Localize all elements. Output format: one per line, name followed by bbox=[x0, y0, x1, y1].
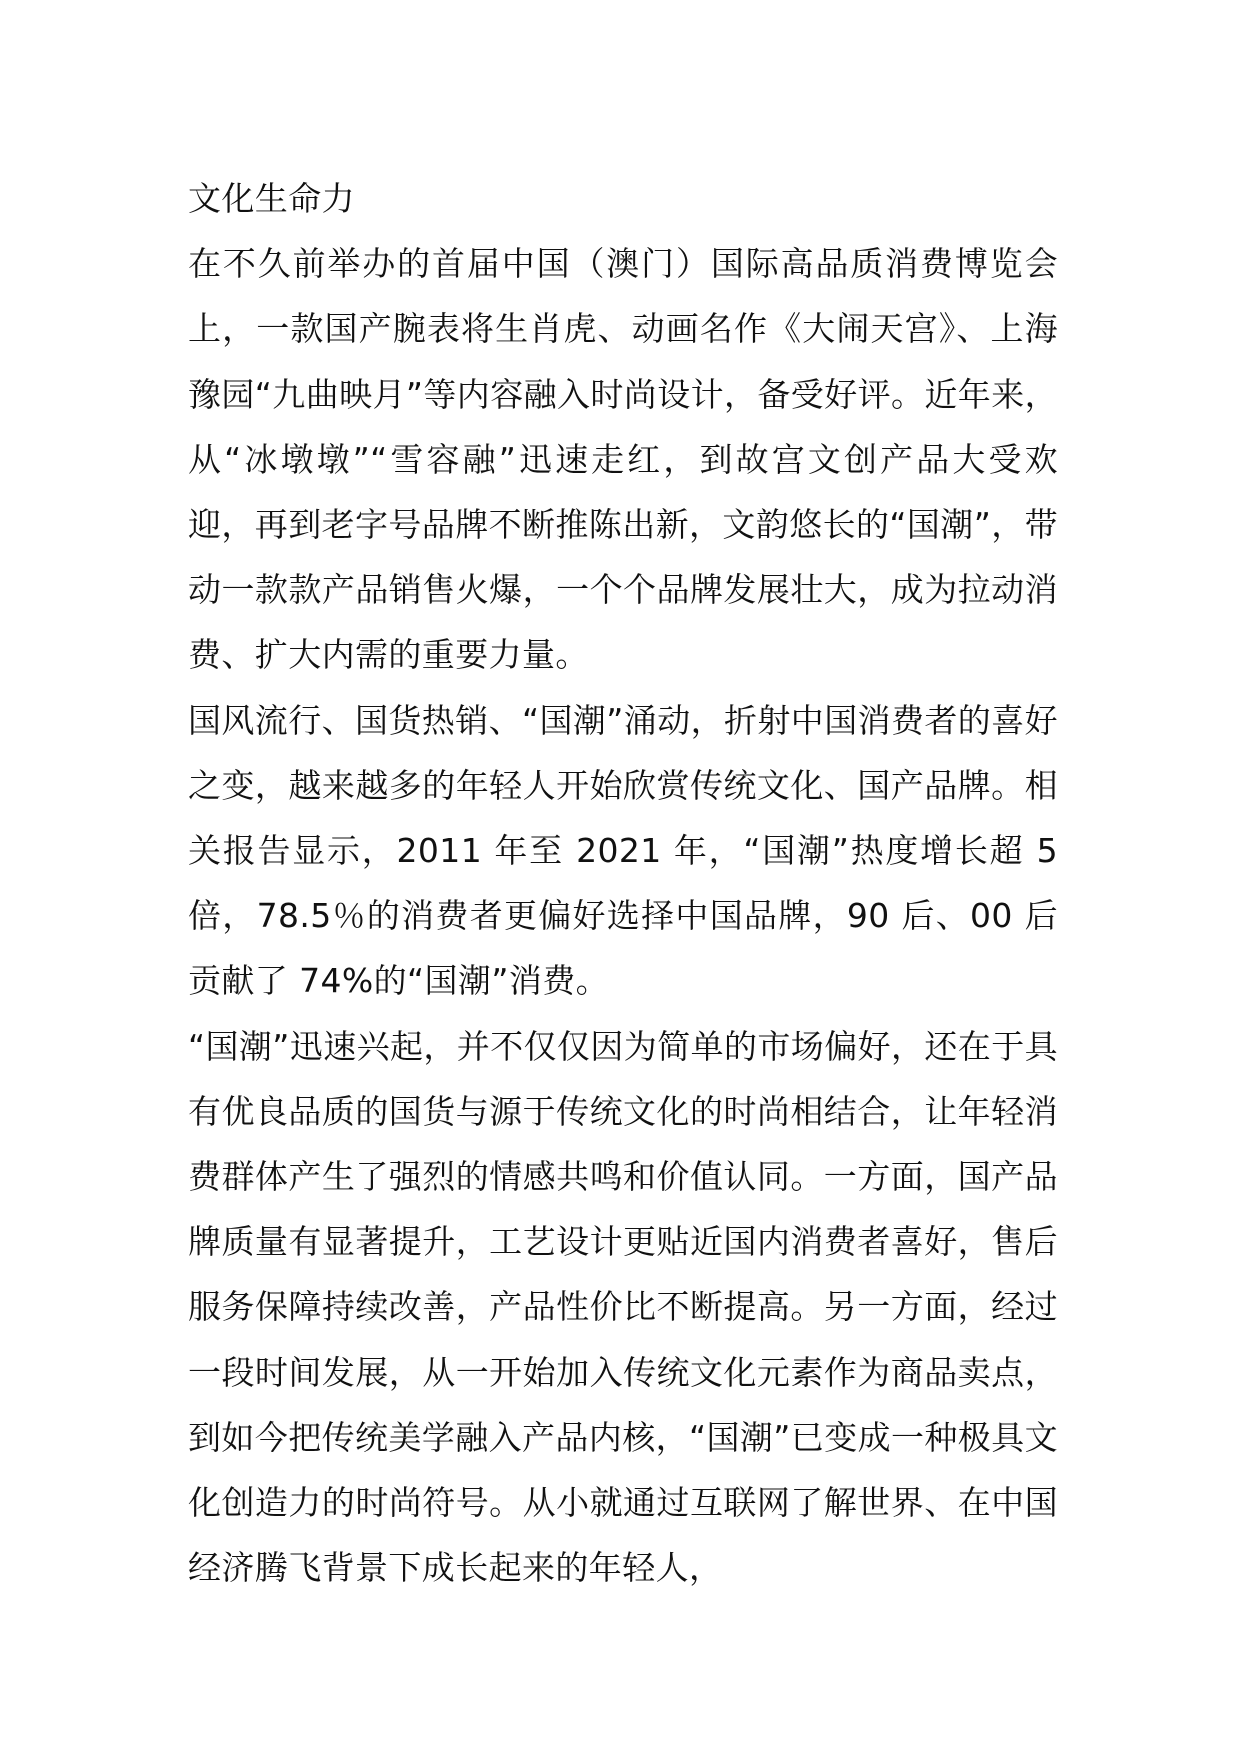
paragraph-3: “国潮”迅速兴起，并不仅仅因为简单的市场偏好，还在于具有优良品质的国货与源于传统文化的时尚相结合，让年轻消费群体产生了强烈的情感共鸣和价值认同。一方面，国产品牌质量有显著提升，工艺设计更贴近国内消费者喜好，售后服务保障持续改善，产品性价比不断提高。另一方面，经过一段时间发展，从一开始加入传统文化元素作为商品卖点，到如今把传统美学融入产品内核，“国潮”已变成一种极具文化创造力的时尚符号。从小就通过互联网了解世界、在中国经济腾飞背景下成长起来的年轻人， bbox=[188, 1026, 1058, 1588]
paragraph-1: 在不久前举办的首届中国（澳门）国际高品质消费博览会上，一款国产腕表将生肖虎、动画名作《大闹天宫》、上海豫园“九曲映月”等内容融入时尚设计，备受好评。近年来，从“冰墩墩”“雪容融”迅速走红，到故宫文创产品大受欢迎，再到老字号品牌不断推陈出新，文韵悠长的“国潮”，带动一款款产品销售火爆，一个个品牌发展壮大，成为拉动消费、扩大内需的重要力量。 bbox=[188, 244, 1058, 675]
document-title: 文化生命力 bbox=[188, 179, 355, 218]
document-body bbox=[188, 166, 1058, 1600]
paragraph-2: 国风流行、国货热销、“国潮”涌动，折射中国消费者的喜好之变，越来越多的年轻人开始欣赏传统文化、国产品牌。相关报告显示，2011 年至 2021 年，“国潮”热度增长超 5 倍，78.5％的消费者更偏好选择中国品牌，90 后、00 后贡献了 74%的“国潮”消费。 bbox=[188, 700, 1058, 1001]
